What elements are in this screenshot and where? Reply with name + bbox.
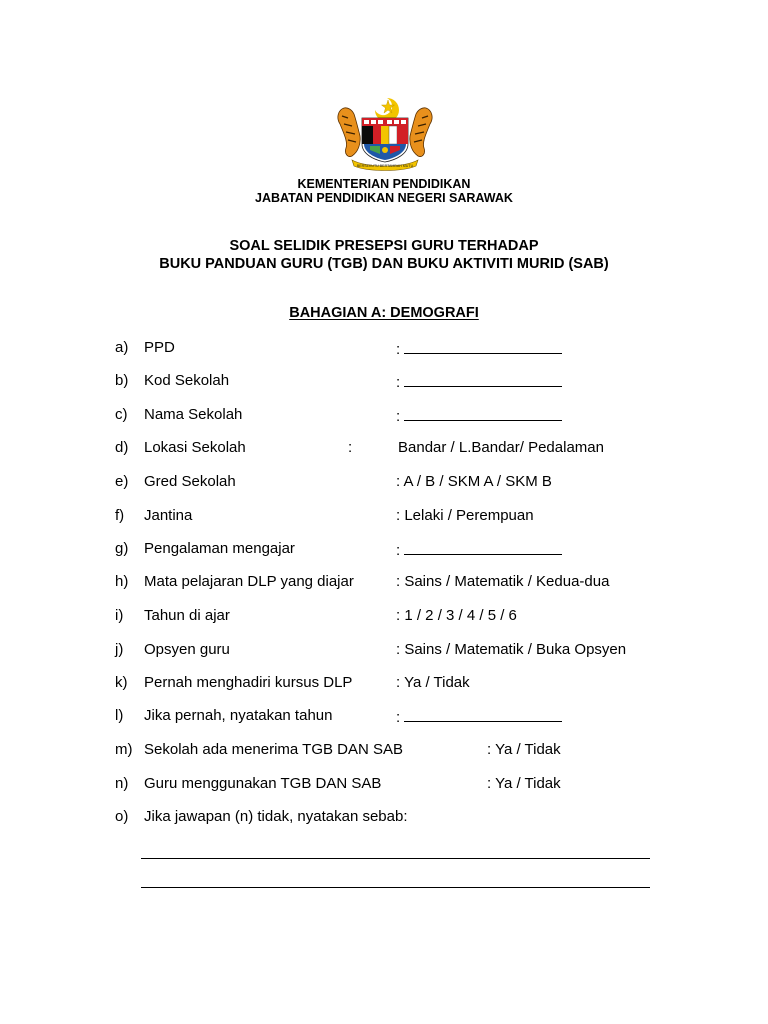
answer-pengalaman-mengajar[interactable]	[396, 540, 562, 560]
question-label-opsyen-guru: Opsyen guru	[144, 641, 230, 658]
question-label-jantina: Jantina	[144, 507, 193, 524]
answer-gred-sekolah[interactable]: : A / B / SKM A / SKM B	[396, 473, 552, 490]
answer-colon: :	[396, 542, 401, 559]
answer-terima-tgb-sab[interactable]: : Ya / Tidak	[487, 741, 561, 758]
section-heading: BAHAGIAN A: DEMOGRAFI	[289, 305, 479, 321]
question-letter: g)	[115, 540, 129, 557]
ministry-name: KEMENTERIAN PENDIDIKAN	[297, 177, 471, 191]
answer-colon: :	[396, 408, 401, 425]
answer-mata-pelajaran[interactable]: : Sains / Matematik / Kedua-dua	[396, 573, 610, 590]
answer-ppd[interactable]	[396, 339, 562, 359]
answer-nama-sekolah[interactable]	[396, 406, 562, 426]
answer-kursus-dlp[interactable]: : Ya / Tidak	[396, 674, 470, 691]
malaysia-coat-of-arms-icon	[330, 94, 440, 172]
question-letter: k)	[115, 674, 128, 691]
answer-opsyen-guru[interactable]: : Sains / Matematik / Buka Opsyen	[396, 641, 627, 658]
question-letter: i)	[115, 607, 124, 624]
question-letter: a)	[115, 339, 129, 356]
question-label-kursus-dlp: Pernah menghadiri kursus DLP	[144, 674, 353, 691]
form-title-line-2: BUKU PANDUAN GURU (TGB) DAN BUKU AKTIVITI MURID (SAB)	[159, 256, 609, 272]
question-label-lokasi-sekolah: Lokasi Sekolah	[144, 439, 246, 456]
answer-colon: :	[348, 439, 353, 456]
question-label-mata-pelajaran: Mata pelajaran DLP yang diajar	[144, 573, 354, 590]
question-letter: f)	[115, 507, 125, 524]
question-label-ppd: PPD	[144, 339, 175, 356]
question-label-pengalaman-mengajar: Pengalaman mengajar	[144, 540, 295, 557]
answer-guna-tgb-sab[interactable]: : Ya / Tidak	[487, 775, 561, 792]
answer-kod-sekolah[interactable]	[396, 372, 562, 392]
question-letter: o)	[115, 808, 129, 825]
answer-lokasi-sekolah[interactable]: Bandar / L.Bandar/ Pedalaman	[398, 439, 604, 456]
answer-line-sebab-1[interactable]	[141, 858, 650, 859]
answer-blank-line[interactable]	[404, 406, 562, 421]
question-letter: h)	[115, 573, 129, 590]
question-label-kod-sekolah: Kod Sekolah	[144, 372, 230, 389]
answer-jantina[interactable]: : Lelaki / Perempuan	[396, 507, 534, 524]
question-label-guna-tgb-sab: Guru menggunakan TGB DAN SAB	[144, 775, 382, 792]
answer-colon: :	[396, 341, 401, 358]
question-letter: n)	[115, 775, 129, 792]
department-name: JABATAN PENDIDIKAN NEGERI SARAWAK	[255, 191, 513, 205]
question-label-sebab: Jika jawapan (n) tidak, nyatakan sebab:	[144, 808, 408, 825]
question-label-nama-sekolah: Nama Sekolah	[144, 406, 243, 423]
answer-blank-line[interactable]	[404, 372, 562, 387]
answer-blank-line[interactable]	[404, 339, 562, 354]
question-letter: b)	[115, 372, 129, 389]
answer-tahun-kursus[interactable]	[396, 707, 562, 727]
answer-blank-line[interactable]	[404, 540, 562, 555]
question-letter: l)	[115, 707, 124, 724]
question-label-terima-tgb-sab: Sekolah ada menerima TGB DAN SAB	[144, 741, 404, 758]
question-letter: e)	[115, 473, 129, 490]
question-letter: d)	[115, 439, 129, 456]
answer-tahun-di-ajar[interactable]: : 1 / 2 / 3 / 4 / 5 / 6	[396, 607, 517, 624]
answer-line-sebab-2[interactable]	[141, 887, 650, 888]
form-title-line-1: SOAL SELIDIK PRESEPSI GURU TERHADAP	[229, 238, 539, 254]
answer-blank-line[interactable]	[404, 707, 562, 722]
answer-colon: :	[396, 709, 401, 726]
question-letter: j)	[115, 641, 124, 658]
question-label-tahun-kursus: Jika pernah, nyatakan tahun	[144, 707, 333, 724]
question-letter: m)	[115, 741, 133, 758]
question-letter: c)	[115, 406, 128, 423]
crest-motto: BERSEKUTU BERTAMBAH MUTU	[356, 164, 414, 168]
question-label-tahun-di-ajar: Tahun di ajar	[144, 607, 230, 624]
answer-colon: :	[396, 374, 401, 391]
question-label-gred-sekolah: Gred Sekolah	[144, 473, 236, 490]
